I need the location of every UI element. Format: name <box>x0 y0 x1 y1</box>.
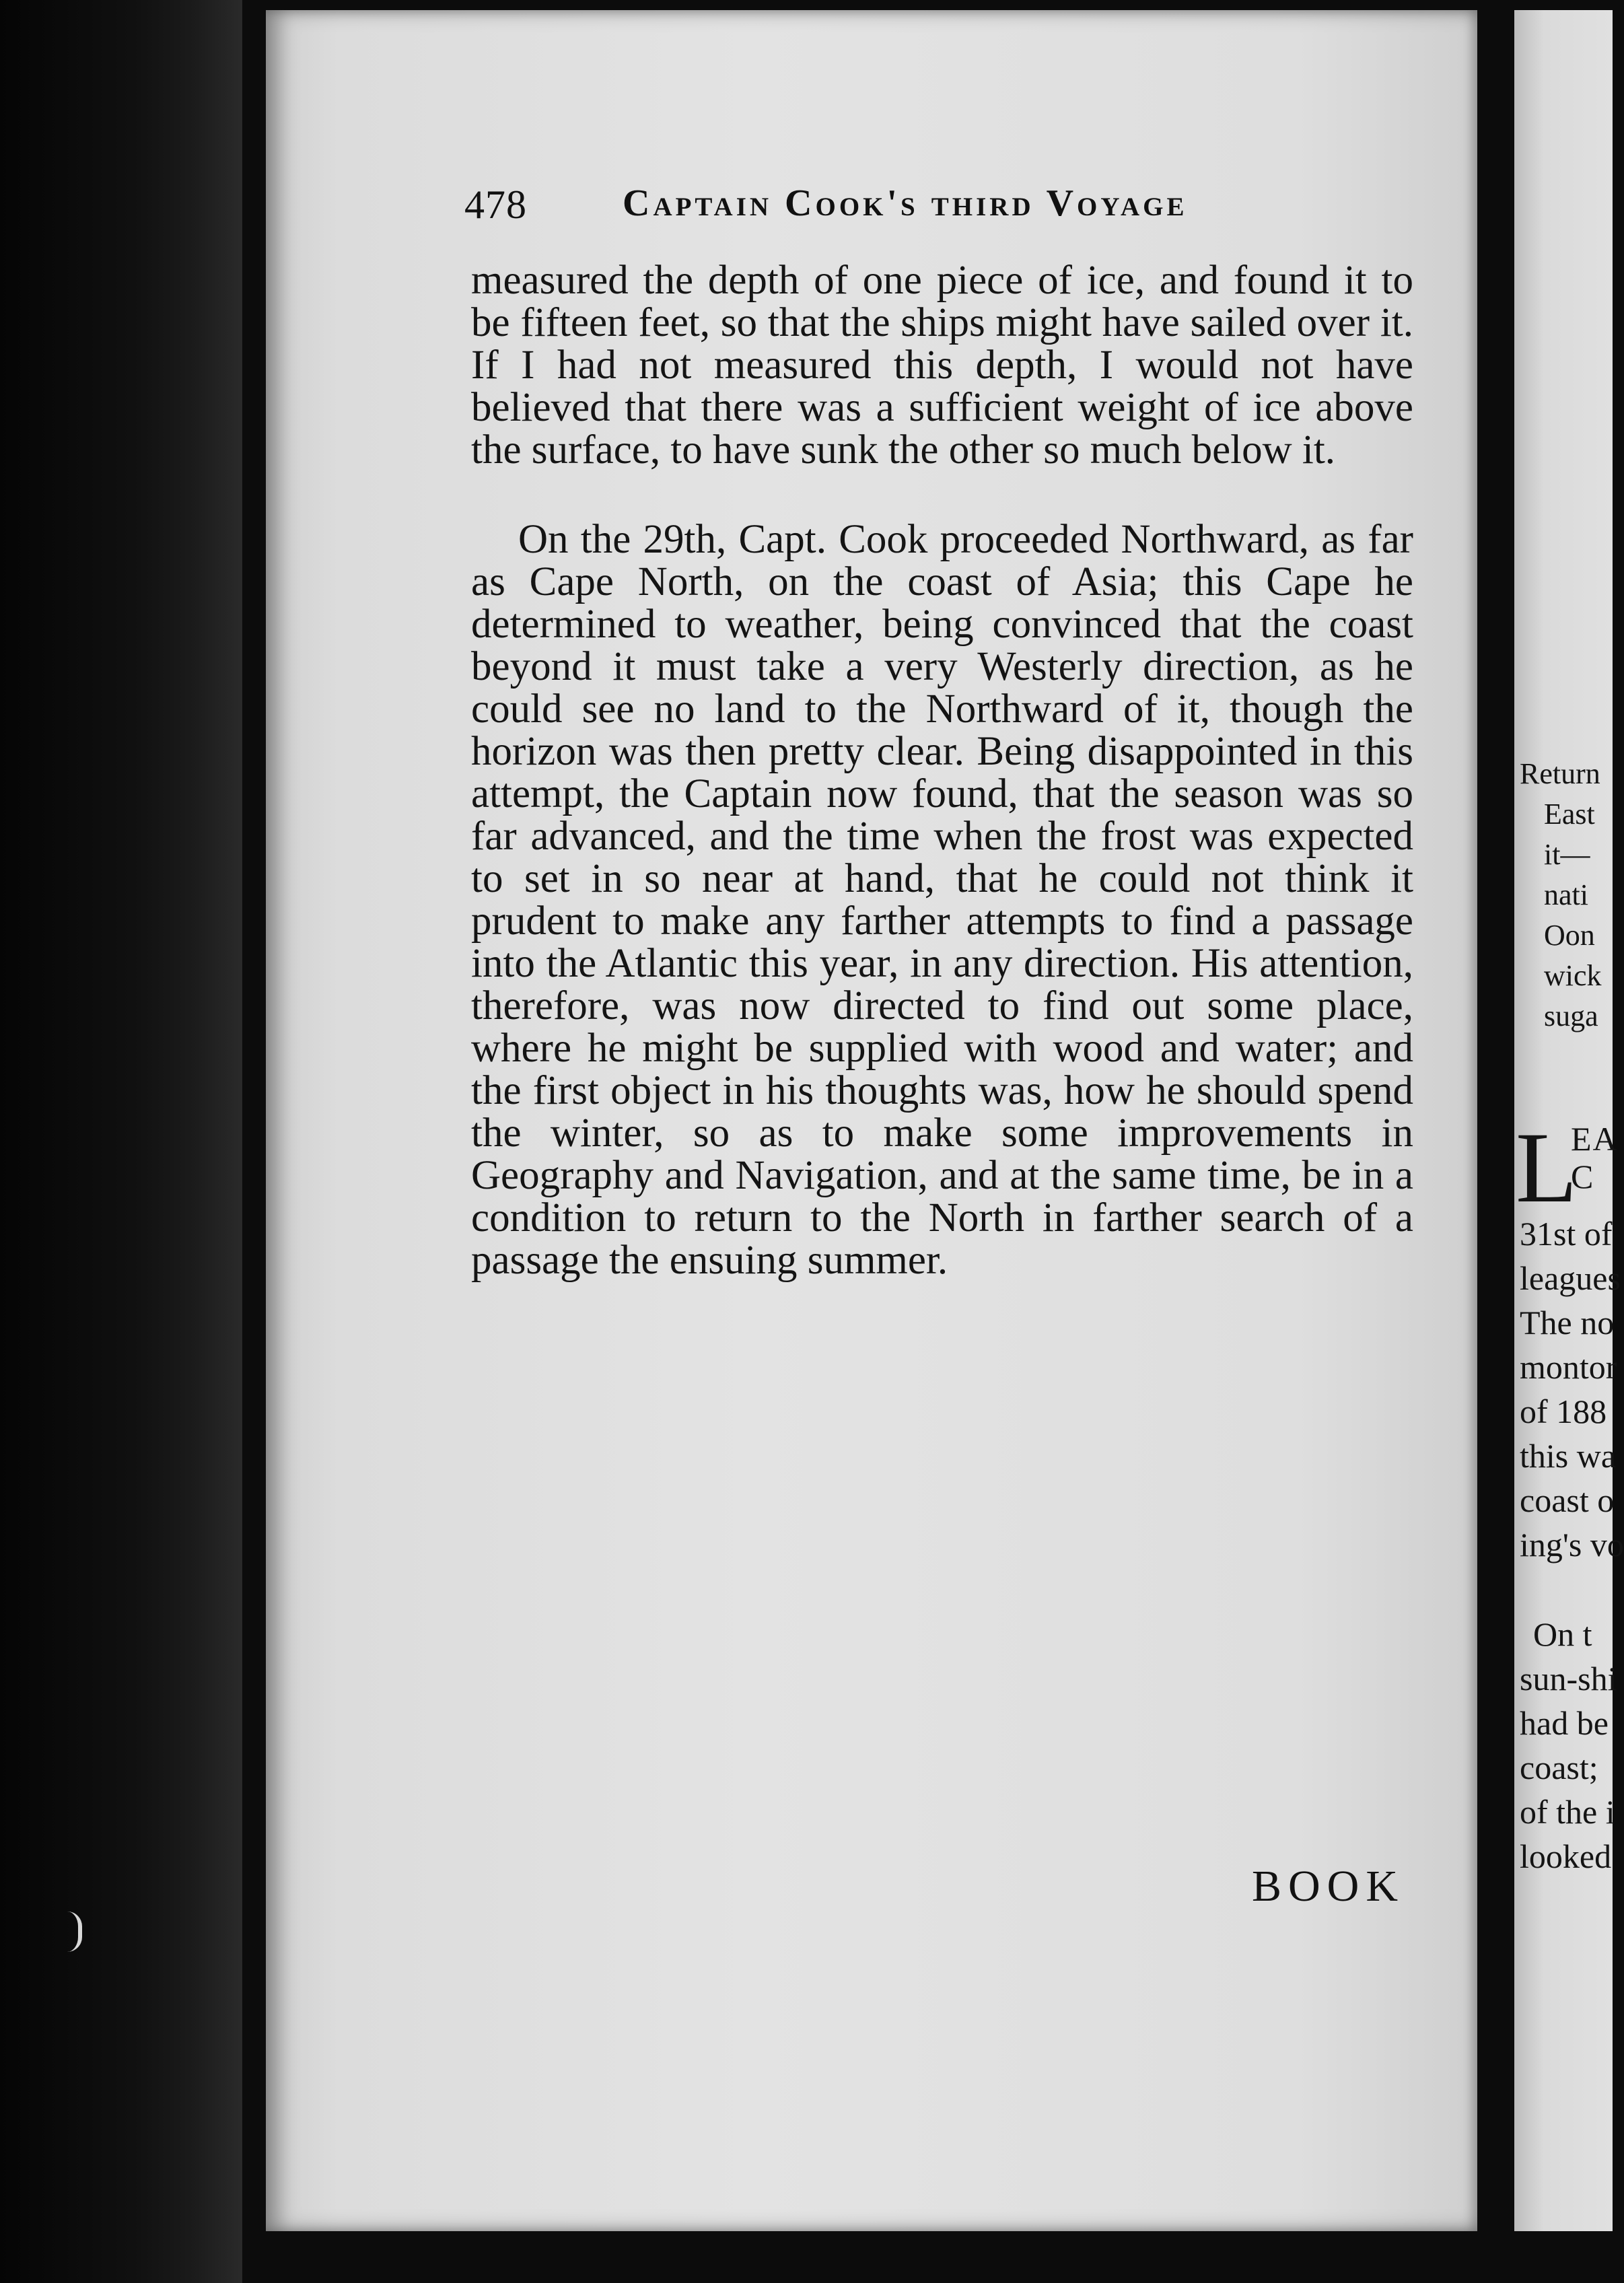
adjacent-line: The no <box>1520 1304 1615 1341</box>
paragraph-2: On the 29th, Capt. Cook proceeded Northward, as far as Cape North, on the coast of Asia; this Cape he determined to weather, being convinced that the coast beyond it must take a very Westerly direction, as he could see no land to the Northward of it, though the horizon was then pretty clear. Being disappointed in this attempt, the Captain now found, that the season was so far advanced, and the time when the frost was expected to set in so near at hand, that he could not think it prudent to make any farther attempts to find a passage into the Atlantic this year, in any direction. His attention, therefore, was now directed to find out some place, where he might be supplied with wood and water; and the first object in his thoughts was, how he should spend the winter, so as to make some improvements in Geography and Navigation, and at the same time, be in a condition to return to the North in farther search of a passage the ensuing summer. <box>471 517 1413 1283</box>
running-head <box>464 182 1420 228</box>
drop-cap-letter: L <box>1516 1112 1578 1224</box>
page-number: 478 <box>464 182 527 227</box>
adjacent-line: it— <box>1544 838 1590 871</box>
drop-cap-rest: C <box>1571 1158 1595 1195</box>
adjacent-line: On t <box>1533 1615 1592 1653</box>
running-title: Captain Cook's third Voyage <box>623 182 1188 224</box>
adjacent-line: looked <box>1520 1837 1612 1875</box>
binding-gutter-shadow <box>0 0 242 2283</box>
adjacent-line: Return <box>1520 757 1600 790</box>
adjacent-line: coast; <box>1520 1749 1598 1786</box>
adjacent-line: this wa <box>1520 1437 1617 1475</box>
adjacent-line: East <box>1544 798 1595 831</box>
adjacent-line: suga <box>1544 999 1598 1032</box>
adjacent-line: had be <box>1520 1704 1609 1742</box>
drop-cap-rest: EA <box>1571 1120 1619 1158</box>
adjacent-line: sun-shi <box>1520 1660 1617 1697</box>
adjacent-page-top-lines <box>1520 754 1602 1037</box>
adjacent-line: wick <box>1544 959 1602 992</box>
adjacent-page-middle-lines <box>1520 1211 1624 1567</box>
adjacent-line: Oon <box>1544 919 1595 952</box>
adjacent-line: nati <box>1544 878 1588 911</box>
paragraph-1: measured the depth of one piece of ice, and found it to be fifteen feet, so that the ships might have sailed over it. If I had not measured this depth, I would not have believed that there was a sufficient weight of ice above the surface, to have sunk the other so much below it. <box>471 258 1413 472</box>
adjacent-line: ing's vo <box>1520 1526 1624 1564</box>
left-page <box>266 10 1477 2231</box>
adjacent-line: coast o <box>1520 1481 1615 1519</box>
catchword: BOOK <box>1252 1862 1405 1911</box>
adjacent-page-lower-lines <box>1520 1612 1617 1878</box>
adjacent-line: montor <box>1520 1348 1617 1386</box>
adjacent-line: of 188 <box>1520 1393 1607 1430</box>
adjacent-line: 31st of <box>1520 1215 1613 1253</box>
body-text <box>471 259 1413 1281</box>
adjacent-line: of the i <box>1520 1793 1615 1831</box>
adjacent-line: leagues <box>1520 1259 1621 1297</box>
adjacent-drop-cap <box>1516 1112 1619 1224</box>
